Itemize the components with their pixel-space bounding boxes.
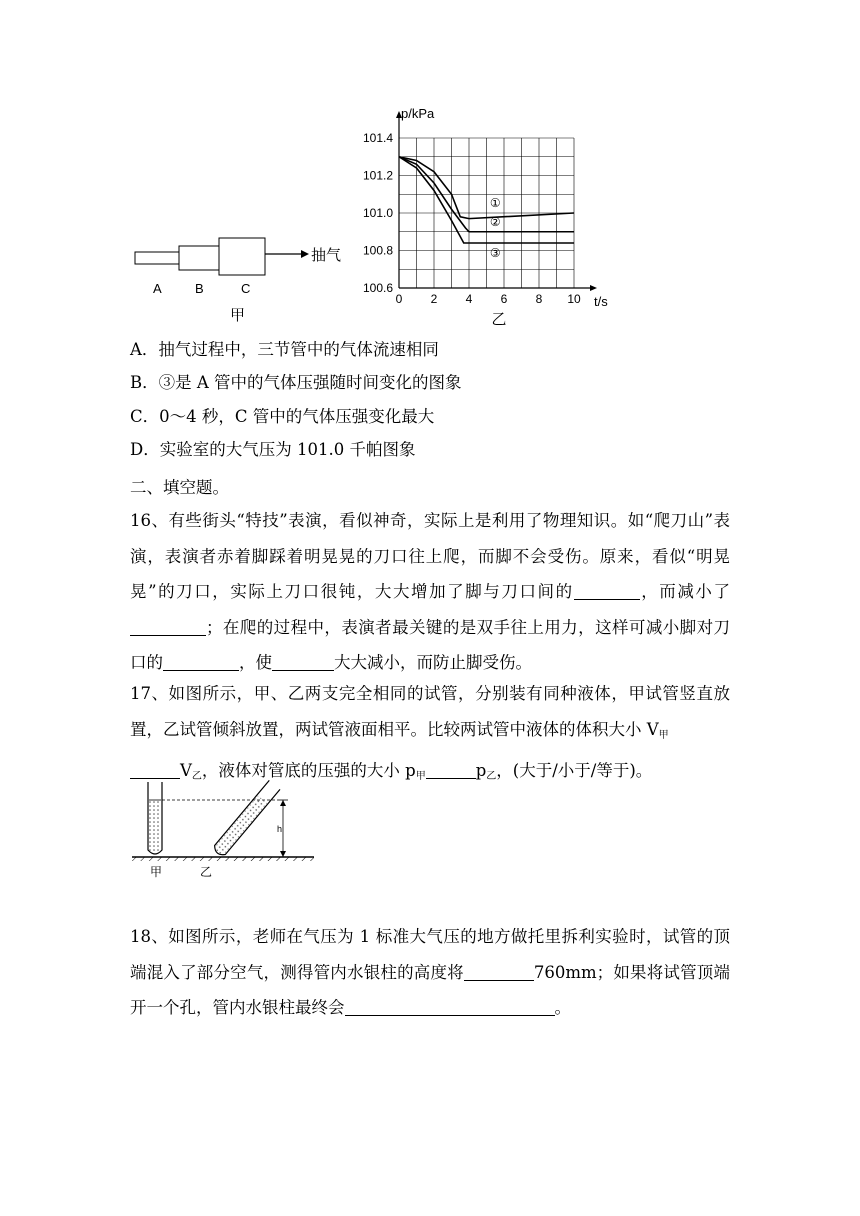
q16-text-3: ；在爬的过程中，表演者最关键的是双手往上用力，这样可减小脚对刀口的	[130, 617, 730, 672]
apparatus-caption: 甲	[230, 307, 246, 324]
y-tick-label: 100.6	[362, 281, 393, 295]
h-label: h	[277, 824, 283, 834]
q18-text-3: 。	[554, 998, 571, 1017]
x-tick-label: 10	[567, 292, 581, 306]
q17-text-5: ，(大于/小于/等于)。	[496, 761, 653, 780]
q16-blank-4[interactable]	[272, 654, 334, 671]
option-a: A．抽气过程中，三节管中的气体流速相同	[130, 340, 439, 359]
y-tick-label: 101.4	[362, 131, 393, 145]
section-title: 二、填空题。	[130, 478, 229, 497]
y-tick-label: 100.8	[362, 243, 393, 258]
q17-text-2: V	[180, 761, 192, 780]
x-tick-label: 6	[500, 292, 508, 306]
q16-blank-2[interactable]	[130, 619, 206, 636]
figure-top	[125, 100, 625, 332]
q18-text-2: 760mm；如果将试管顶端开一个孔，管内水银柱最终会	[130, 962, 730, 1017]
series-label-3: ③	[489, 246, 501, 260]
x-axis-arrow	[590, 285, 597, 291]
option-c: C．0～4 秒，C 管中的气体压强变化最大	[130, 407, 435, 426]
q17-blank-1[interactable]	[130, 762, 180, 779]
pressure-graph	[363, 106, 608, 328]
apparatus-label-c: C	[241, 281, 251, 296]
x-tick-label: 4	[465, 292, 473, 306]
x-tick-label: 2	[430, 292, 438, 306]
tube-label-jia: 甲	[150, 865, 163, 879]
q16-text-2: ，而减小了	[639, 582, 731, 601]
q16-text-5: 大大减小，而防止脚受伤。	[334, 653, 532, 672]
apparatus-figure	[135, 238, 341, 324]
test-tube-figure	[128, 780, 318, 880]
series-label-2: ②	[489, 214, 501, 229]
tube-label-yi: 乙	[200, 865, 213, 879]
q17-text-1: 17、如图所示，甲、乙两支完全相同的试管，分别装有同种液体，甲试管竖直放置，乙试管倾斜放置，两试管液面相平。比较两试管中液体的体积大小 V	[130, 684, 730, 739]
q18-text-1: 18、如图所示，老师在气压为 1 标准大气压的地方做托里拆利实验时，试管的顶端混入了部分空气，测得管内水银柱的高度将	[130, 927, 730, 982]
q17-sub-yi-2: 乙	[486, 771, 497, 782]
x-tick-label: 8	[535, 292, 543, 306]
y-tick-label: 101.0	[362, 206, 393, 220]
question-16	[130, 503, 730, 681]
q17-sub-jia-2: 甲	[415, 771, 426, 782]
q18-blank-2[interactable]	[345, 999, 555, 1016]
apparatus-label-a: A	[153, 281, 162, 296]
apparatus-arrow-label: 抽气	[311, 247, 342, 264]
x-axis-label: t/s	[594, 294, 608, 309]
y-tick-label: 101.2	[362, 168, 393, 183]
graph-caption: 乙	[491, 311, 507, 328]
q17-blank-2[interactable]	[426, 762, 476, 779]
option-d: D．实验室的大气压为 101.0 千帕图象	[130, 440, 416, 459]
q16-blank-1[interactable]	[574, 583, 640, 600]
q16-text-4: ，使	[239, 653, 272, 672]
y-axis-label: p/kPa	[401, 106, 435, 121]
series-label-1: ①	[489, 196, 501, 210]
q16-text-1: 16、有些街头“特技”表演，看似神奇，实际上是利用了物理知识。如“爬刀山”表演，表演者赤着脚踩着明晃晃的刀口往上爬，而脚不会受伤。原来，看似“明晃晃”的刀口，实际上刀口很钝，大大增加了脚与刀口间的	[130, 511, 730, 601]
option-b: B．③是 A 管中的气体压强随时间变化的图象	[130, 373, 462, 392]
q17-sub-jia: 甲	[658, 729, 669, 741]
question-17	[130, 676, 730, 795]
apparatus-label-b: B	[195, 281, 204, 296]
question-18	[130, 919, 730, 1026]
q17-text-4: p	[475, 761, 487, 780]
q17-sub-yi-1: 乙	[191, 771, 202, 782]
q17-text-3: ，液体对管底的压强的大小 p	[201, 761, 416, 780]
q18-blank-1[interactable]	[464, 964, 534, 981]
q16-blank-3[interactable]	[163, 654, 239, 671]
x-tick-label: 0	[395, 292, 403, 306]
